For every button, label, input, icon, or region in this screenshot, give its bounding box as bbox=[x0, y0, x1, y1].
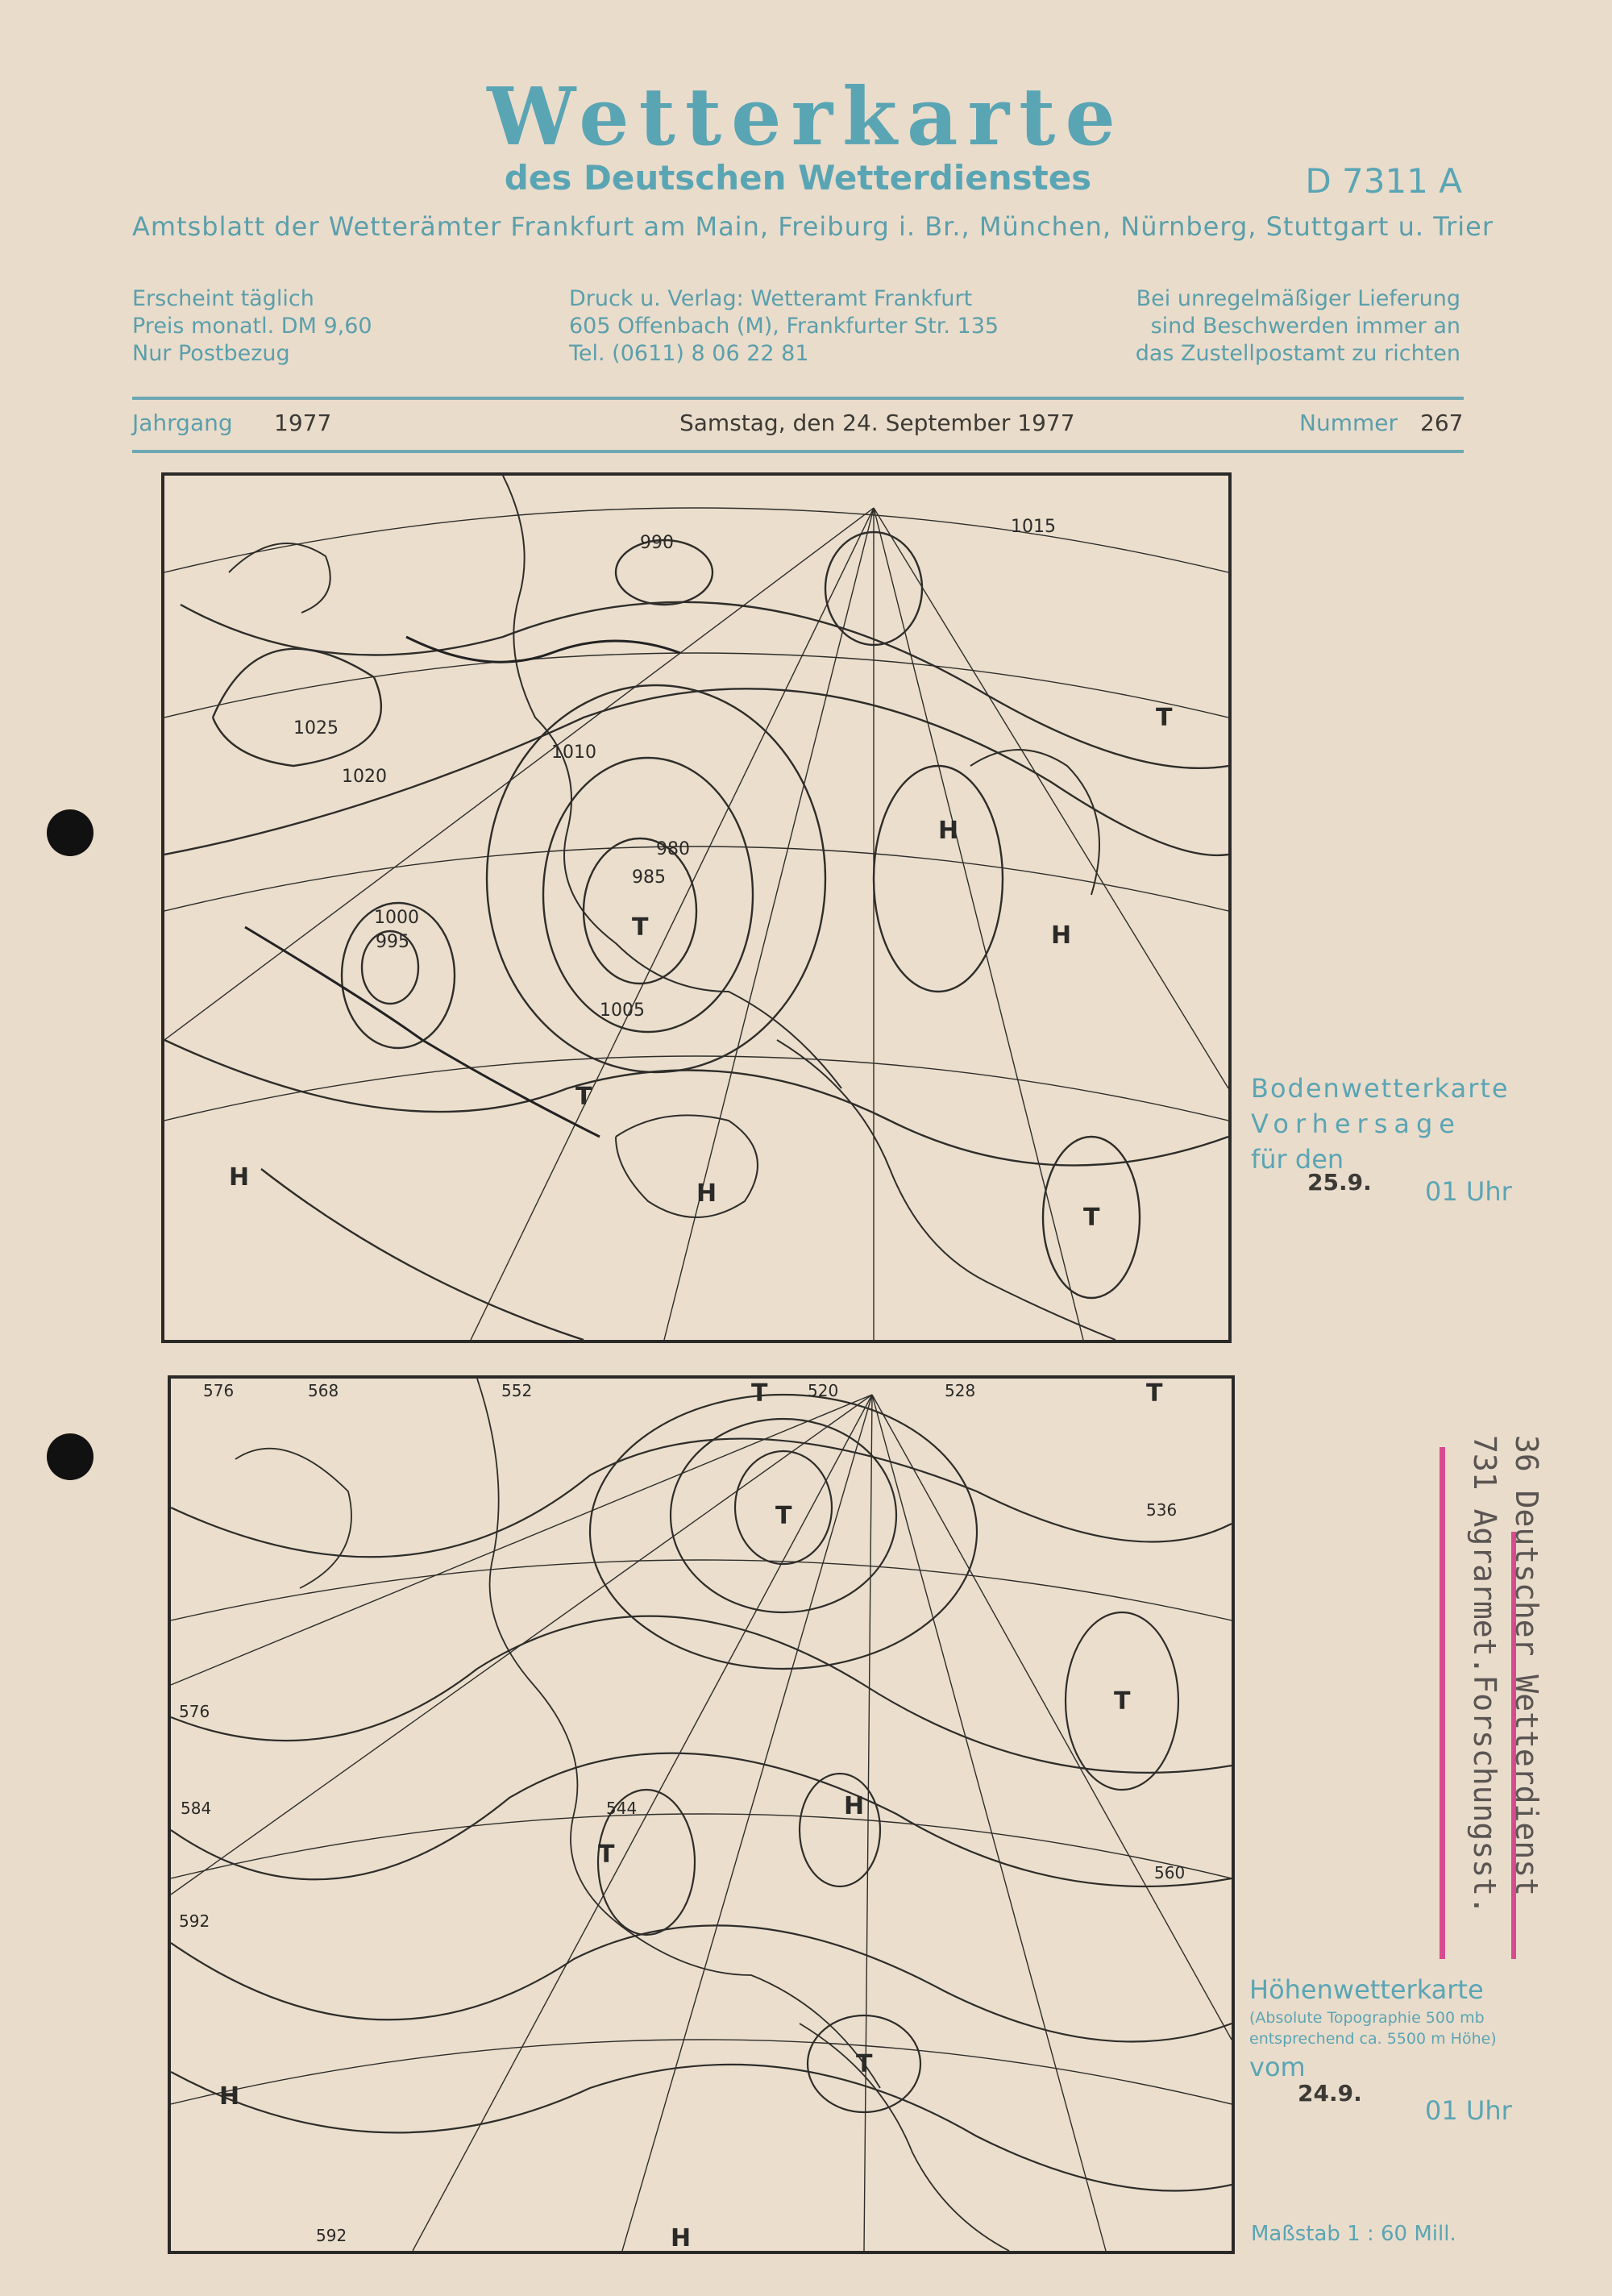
stamp-line: 36 Deutscher Wetterdienst bbox=[1509, 1435, 1544, 1896]
map-label: 985 bbox=[632, 867, 666, 888]
high-pressure-marker: H bbox=[844, 1792, 865, 1820]
map-label: 1010 bbox=[551, 742, 596, 763]
low-pressure-marker: T bbox=[856, 2050, 873, 2078]
low-pressure-marker: T bbox=[598, 1841, 615, 1869]
contour-label: 584 bbox=[181, 1799, 212, 1818]
map-scale: Maßstab 1 : 60 Mill. bbox=[1251, 2222, 1456, 2246]
high-pressure-marker: H bbox=[1051, 921, 1072, 950]
info-right-line: das Zustellpostamt zu richten bbox=[1135, 341, 1460, 366]
surface-map-drawing bbox=[164, 476, 1228, 1340]
map-label: 990 bbox=[640, 533, 674, 553]
contour-label: 520 bbox=[808, 1381, 839, 1400]
surface-caption-line: Bodenwetterkarte bbox=[1251, 1073, 1510, 1104]
jahrgang-value: 1977 bbox=[274, 410, 332, 436]
info-middle-line: Druck u. Verlag: Wetteramt Frankfurt bbox=[569, 286, 973, 311]
info-right-line: Bei unregelmäßiger Lieferung bbox=[1136, 286, 1460, 311]
nummer-label: Nummer bbox=[1299, 410, 1398, 436]
low-pressure-marker: T bbox=[1156, 704, 1173, 732]
low-pressure-marker: T bbox=[632, 913, 649, 942]
surface-map-caption bbox=[1251, 1071, 1510, 1177]
newspaper-title: Wetterkarte bbox=[487, 71, 1125, 164]
upper-air-map-caption bbox=[1249, 1972, 1497, 2085]
contour-label: 560 bbox=[1154, 1863, 1186, 1882]
stamp-line: 731 Agrarmet.Forschungsst. bbox=[1467, 1435, 1502, 1915]
stamp-marker-line bbox=[1440, 1447, 1445, 1959]
info-left-line: Erscheint täglich bbox=[132, 286, 314, 311]
map-label: 980 bbox=[656, 839, 690, 859]
contour-label: 536 bbox=[1146, 1500, 1178, 1520]
contour-label: 592 bbox=[316, 2226, 347, 2245]
contour-label: 544 bbox=[606, 1799, 638, 1818]
low-pressure-marker: T bbox=[1083, 1204, 1100, 1232]
info-middle bbox=[569, 285, 999, 368]
info-right bbox=[1136, 285, 1460, 368]
contour-label: 592 bbox=[179, 1911, 210, 1931]
upper-air-caption-title: Höhenwetterkarte bbox=[1249, 1974, 1484, 2005]
high-pressure-marker: H bbox=[219, 2082, 240, 2111]
low-pressure-marker: T bbox=[751, 1379, 768, 1408]
info-middle-line: Tel. (0611) 8 06 22 81 bbox=[569, 341, 809, 366]
upper-air-map-date: 24.9. bbox=[1298, 2080, 1362, 2107]
surface-map-date: 25.9. bbox=[1307, 1169, 1372, 1196]
newspaper-subtitle: des Deutschen Wetterdienstes bbox=[504, 158, 1092, 198]
high-pressure-marker: H bbox=[938, 817, 959, 845]
upper-air-map-time: 01 Uhr bbox=[1425, 2095, 1512, 2126]
map-label: 995 bbox=[376, 932, 409, 952]
low-pressure-marker: T bbox=[1146, 1379, 1163, 1408]
map-label: 1005 bbox=[600, 1000, 645, 1021]
contour-label: 576 bbox=[203, 1381, 235, 1400]
punch-hole bbox=[47, 1433, 93, 1480]
surface-map-time: 01 Uhr bbox=[1425, 1176, 1512, 1207]
issue-date: Samstag, den 24. September 1977 bbox=[679, 410, 1075, 436]
low-pressure-marker: T bbox=[1114, 1687, 1131, 1716]
high-pressure-marker: H bbox=[696, 1179, 717, 1208]
info-right-line: sind Beschwerden immer an bbox=[1150, 314, 1460, 339]
contour-label: 576 bbox=[179, 1702, 210, 1721]
surface-caption-line: Vorhersage bbox=[1251, 1108, 1461, 1139]
info-middle-line: 605 Offenbach (M), Frankfurter Str. 135 bbox=[569, 314, 999, 339]
map-label: 1000 bbox=[374, 908, 419, 928]
header-rule-top bbox=[132, 397, 1464, 400]
nummer-value: 267 bbox=[1420, 410, 1464, 436]
map-label: 1025 bbox=[293, 718, 339, 738]
punch-hole bbox=[47, 809, 93, 856]
upper-air-weather-map bbox=[168, 1375, 1235, 2254]
low-pressure-marker: T bbox=[575, 1083, 592, 1111]
amtsblatt-line: Amtsblatt der Wetterämter Frankfurt am Main, Freiburg i. Br., München, Nürnberg, Stuttgart u. Trier bbox=[132, 211, 1494, 242]
upper-air-caption-vom: vom bbox=[1249, 2052, 1306, 2082]
header-rule-bottom bbox=[132, 450, 1464, 453]
upper-air-map-drawing bbox=[171, 1379, 1232, 2251]
publication-code: D 7311 A bbox=[1305, 161, 1462, 201]
upper-air-caption-line: (Absolute Topographie 500 mb bbox=[1249, 2009, 1485, 2027]
library-stamp bbox=[1459, 1435, 1548, 1967]
map-label: 1015 bbox=[1011, 517, 1056, 537]
surface-caption-line: für den bbox=[1251, 1144, 1344, 1175]
surface-weather-map bbox=[161, 472, 1232, 1343]
map-label: 1020 bbox=[342, 767, 387, 787]
info-left-line: Nur Postbezug bbox=[132, 341, 290, 366]
high-pressure-marker: H bbox=[229, 1163, 250, 1192]
high-pressure-marker: H bbox=[671, 2224, 692, 2251]
contour-label: 568 bbox=[308, 1381, 339, 1400]
contour-label: 528 bbox=[945, 1381, 976, 1400]
low-pressure-marker: T bbox=[775, 1502, 792, 1530]
contour-label: 552 bbox=[501, 1381, 533, 1400]
upper-air-caption-line: entsprechend ca. 5500 m Höhe) bbox=[1249, 2030, 1497, 2048]
info-left bbox=[132, 285, 372, 368]
jahrgang-label: Jahrgang bbox=[132, 410, 233, 436]
info-left-line: Preis monatl. DM 9,60 bbox=[132, 314, 372, 339]
